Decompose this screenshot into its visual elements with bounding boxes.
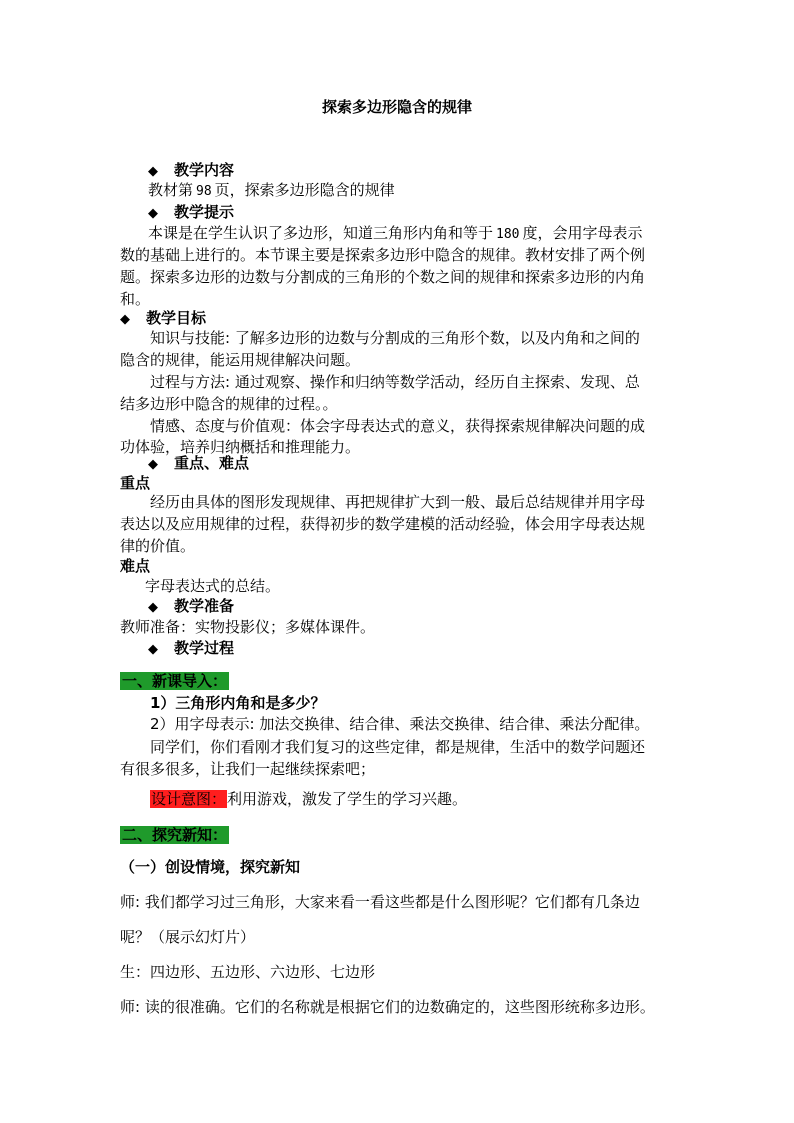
paragraph-tips-line2: 数的基础上进行的。本节课主要是探索多边形中隐含的规律。教材安排了两个例: [120, 246, 646, 264]
dialogue-teacher-2: 师: 读的很准确。它们的名称就是根据它们的边数确定的，这些图形统称多边形。: [120, 998, 655, 1016]
label-key-point: 重点: [120, 474, 151, 492]
label-difficult-point: 难点: [120, 557, 151, 575]
diamond-bullet-icon: ◆: [148, 600, 158, 615]
paragraph-goals-line4: 结多边形中隐含的规律的过程。。: [120, 395, 338, 413]
heading-process: ◆ 教学过程: [148, 638, 234, 660]
paragraph-preparation: 教师准备：实物投影仪；多媒体课件。: [120, 618, 376, 636]
heading-preparation: ◆ 教学准备: [148, 596, 234, 618]
subsection-create-situation: （一）创设情境，探究新知: [120, 858, 301, 876]
heading-teaching-goals: ◆ 教学目标: [120, 308, 206, 330]
paragraph-key-line1: 经历由具体的图形发现规律、再把规律扩大到一般、最后总结规律并用字母: [150, 493, 646, 511]
paragraph-tips-line3: 题。探索多边形的边数与分割成的三角形的个数之间的规律和探索多边形的内角: [120, 268, 646, 286]
paragraph-review-line2: 有很多很多，让我们一起继续探索吧；: [120, 760, 376, 778]
paragraph-goals-line2: 隐含的规律，能运用规律解决问题。: [120, 351, 361, 369]
section-new-lesson-intro: 一、新课导入：: [122, 672, 228, 690]
design-intent-label: 设计意图：: [151, 790, 227, 808]
heading-key-difficult: ◆ 重点、难点: [148, 453, 249, 475]
paragraph-goals-line5: 情感、态度与价值观：体会字母表达式的意义，获得探索规律解决问题的成: [150, 417, 646, 435]
diamond-bullet-icon: ◆: [120, 312, 130, 327]
diamond-bullet-icon: ◆: [148, 642, 158, 657]
paragraph-key-line2: 表达以及应用规律的过程，获得初步的数学建模的活动经验，体会用字母表达规: [120, 515, 646, 533]
dialogue-teacher-1-line1: 师: 我们都学习过三角形，大家来看一看这些都是什么图形呢？它们都有几条边: [120, 893, 640, 911]
design-intent: [150, 789, 467, 809]
paragraph-goals-line6: 功体验，培养归纳概括和推理能力。: [120, 438, 361, 456]
document-title: 探索多边形隐含的规律: [321, 98, 472, 116]
diamond-bullet-icon: ◆: [148, 164, 158, 179]
heading-teaching-tips: ◆ 教学提示: [148, 202, 234, 224]
paragraph-review-line1: 同学们，你们看刚才我们复习的这些定律，都是规律，生活中的数学问题还: [150, 738, 646, 756]
paragraph-key-line3: 律的价值。: [120, 537, 196, 555]
paragraph-goals-line1: 知识与技能: 了解多边形的边数与分割成的三角形个数，以及内角和之间的: [150, 329, 640, 347]
diamond-bullet-icon: ◆: [148, 206, 158, 221]
paragraph-tips-line1: 本课是在学生认识了多边形，知道三角形内角和等于 180 度，会用字母表示: [148, 224, 643, 242]
diamond-bullet-icon: ◆: [148, 457, 158, 472]
dialogue-teacher-1-line2: 呢？（展示幻灯片）: [120, 928, 256, 946]
question-2: 2）用字母表示: 加法交换律、结合律、乘法交换律、结合律、乘法分配律。: [150, 715, 650, 733]
design-intent-text: 利用游戏，激发了学生的学习兴趣。: [227, 790, 468, 808]
paragraph-content: 教材第 98 页，探索多边形隐含的规律: [148, 181, 395, 199]
dialogue-student-1: 生：四边形、五边形、六边形、七边形: [120, 963, 376, 981]
heading-teaching-content: ◆ 教学内容: [148, 160, 234, 182]
paragraph-difficult-line1: 字母表达式的总结。: [145, 577, 281, 595]
paragraph-goals-line3: 过程与方法: 通过观察、操作和归纳等数学活动，经历自主探索、发现、总: [150, 373, 640, 391]
section-explore-new: 二、探究新知：: [122, 826, 228, 844]
question-1: 1）三角形内角和是多少？: [150, 694, 326, 712]
paragraph-tips-line4: 和。: [120, 290, 151, 308]
